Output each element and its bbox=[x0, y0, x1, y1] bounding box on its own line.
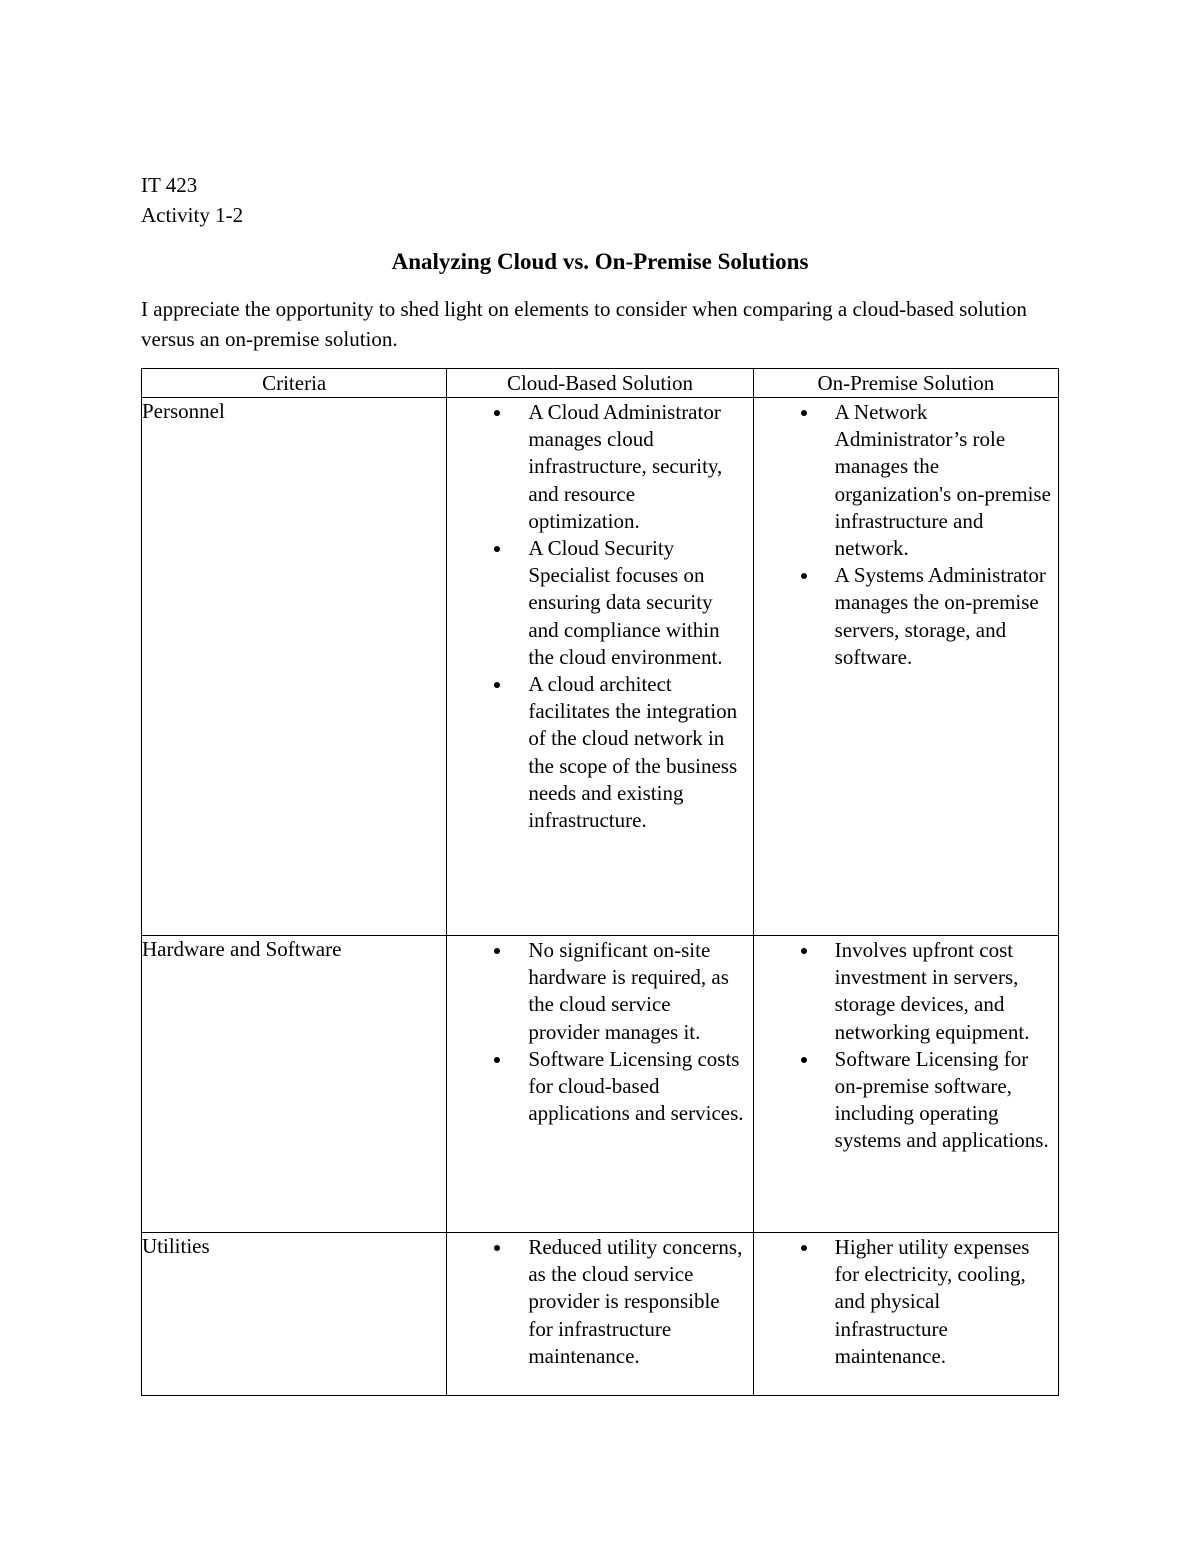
table-header-row bbox=[142, 369, 1059, 398]
list-item bbox=[754, 1234, 1052, 1370]
header-on-premise: On-Premise Solution bbox=[753, 369, 1058, 398]
bullet-icon bbox=[494, 410, 500, 416]
onprem-cell bbox=[753, 398, 1058, 936]
bullet-icon bbox=[494, 1057, 500, 1063]
onprem-cell bbox=[753, 936, 1058, 1233]
bullet-icon bbox=[801, 1245, 807, 1251]
list-item-text: Reduced utility concerns, as the cloud service provider is responsible for infrastructure maintenance. bbox=[528, 1235, 743, 1368]
bullet-list bbox=[447, 1233, 752, 1370]
list-item-text: Software Licensing for on-premise software, including operating systems and applications. bbox=[834, 1046, 1049, 1153]
list-item bbox=[447, 671, 746, 834]
bullet-icon bbox=[801, 1057, 807, 1063]
comparison-table bbox=[141, 368, 1059, 1396]
bullet-icon bbox=[494, 546, 500, 552]
table-row bbox=[142, 936, 1059, 1233]
list-item-text: A Cloud Administrator manages cloud infrastructure, security, and resource optimization. bbox=[528, 400, 723, 533]
intro-paragraph: I appreciate the opportunity to shed light on elements to consider when comparing a cloud-based solution versus an on-premise solution. bbox=[141, 297, 1027, 351]
bullet-icon bbox=[494, 682, 500, 688]
bullet-list bbox=[754, 1233, 1058, 1370]
cloud-cell bbox=[447, 398, 753, 936]
list-item bbox=[754, 562, 1052, 671]
criteria-cell: Hardware and Software bbox=[142, 936, 447, 1233]
document-title: Analyzing Cloud vs. On-Premise Solutions bbox=[391, 249, 809, 274]
bullet-icon bbox=[494, 1245, 500, 1251]
list-item-text: A Network Administrator’s role manages the organization's on-premise infrastructure and network. bbox=[834, 400, 1051, 561]
header-criteria: Criteria bbox=[142, 369, 447, 398]
bullet-list bbox=[754, 936, 1058, 1155]
table-row bbox=[142, 1233, 1059, 1396]
bullet-list bbox=[447, 936, 752, 1127]
header-cloud-based: Cloud-Based Solution bbox=[447, 369, 753, 398]
criteria-cell: Utilities bbox=[142, 1233, 447, 1396]
list-item-text: A Cloud Security Specialist focuses on ensuring data security and compliance within the cloud environment. bbox=[528, 536, 723, 669]
list-item bbox=[447, 937, 746, 1046]
list-item-text: Software Licensing costs for cloud-based applications and services. bbox=[528, 1046, 744, 1126]
cloud-cell bbox=[447, 1233, 753, 1396]
cloud-cell bbox=[447, 936, 753, 1233]
bullet-list bbox=[754, 398, 1058, 671]
bullet-icon bbox=[801, 410, 807, 416]
activity-label: Activity 1-2 bbox=[141, 203, 244, 227]
list-item bbox=[754, 1046, 1052, 1155]
list-item bbox=[447, 1234, 746, 1370]
list-item bbox=[754, 937, 1052, 1046]
list-item-text: A cloud architect facilitates the integration of the cloud network in the scope of the business needs and existing infrastructure. bbox=[528, 672, 738, 833]
course-code: IT 423 bbox=[141, 173, 198, 197]
criteria-cell: Personnel bbox=[142, 398, 447, 936]
bullet-icon bbox=[494, 948, 500, 954]
list-item-text: Involves upfront cost investment in servers, storage devices, and networking equipment. bbox=[834, 938, 1030, 1044]
table-row bbox=[142, 398, 1059, 936]
list-item bbox=[447, 399, 746, 535]
list-item bbox=[754, 399, 1052, 562]
bullet-list bbox=[447, 398, 752, 834]
onprem-cell bbox=[753, 1233, 1058, 1396]
list-item bbox=[447, 535, 746, 671]
bullet-icon bbox=[801, 948, 807, 954]
list-item-text: Higher utility expenses for electricity, cooling, and physical infrastructure maintenance. bbox=[834, 1235, 1030, 1368]
bullet-icon bbox=[801, 573, 807, 579]
list-item bbox=[447, 1046, 746, 1128]
list-item-text: A Systems Administrator manages the on-premise servers, storage, and software. bbox=[834, 563, 1046, 669]
list-item-text: No significant on-site hardware is required, as the cloud service provider manages it. bbox=[528, 938, 729, 1044]
